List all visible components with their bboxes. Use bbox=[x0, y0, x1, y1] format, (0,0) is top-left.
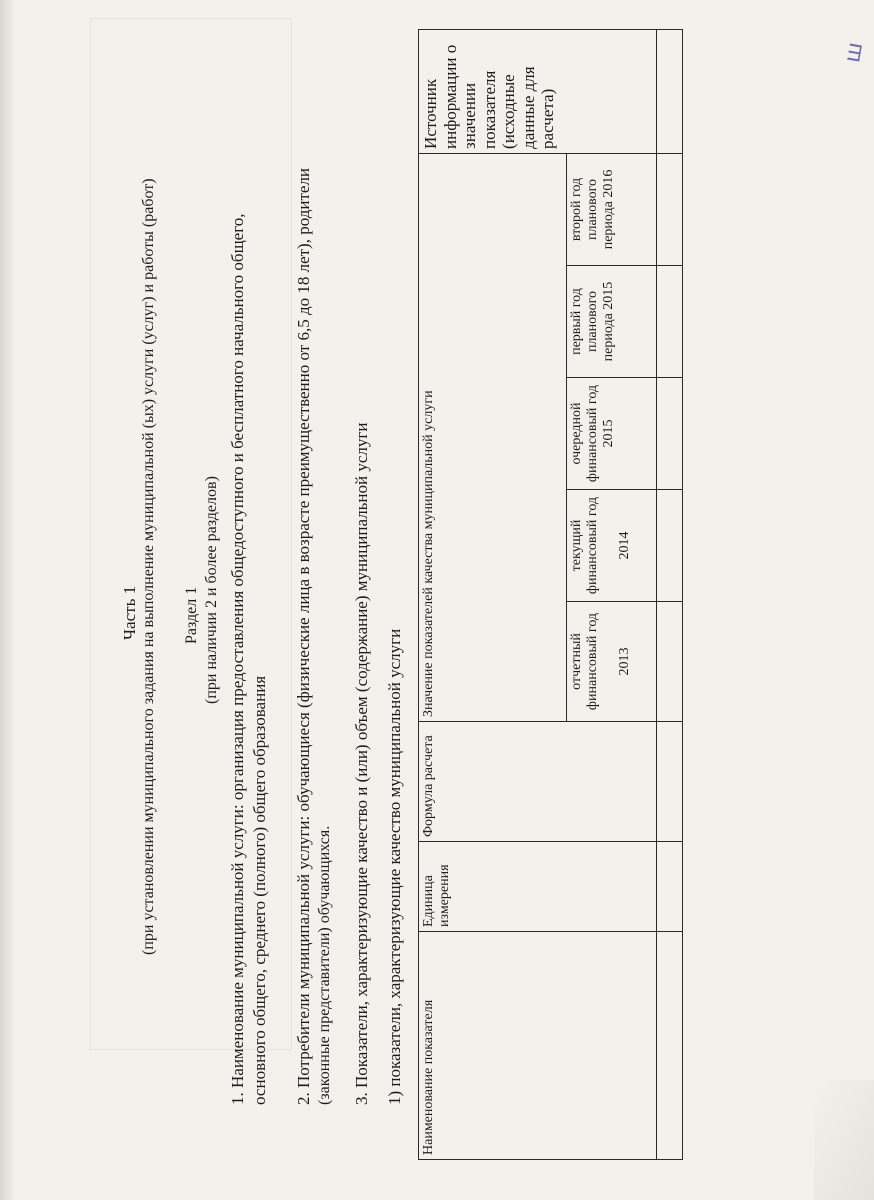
service-name-line1: 1. Наименование муниципальной услуги: организация предоставления общедоступного и бесплатного начального общего, bbox=[228, 213, 247, 1105]
subheader-reported-value: 2013 bbox=[617, 647, 633, 676]
header-unit: Единица измерения bbox=[419, 842, 657, 932]
table-cell bbox=[657, 932, 683, 1160]
quality-indicators-table bbox=[418, 29, 683, 1160]
subheader-next-year: очередной финансовый год 2015 bbox=[567, 378, 657, 490]
service-name-line2: основного общего, среднего (полного) общего образования bbox=[250, 675, 269, 1105]
subheader-current-label: текущий финансовый год bbox=[569, 496, 601, 595]
subheader-plan-year2: второй год планового периода 2016 bbox=[567, 153, 657, 265]
consumers-line2: (законные представители) обучающихся. bbox=[316, 825, 333, 1105]
subheader-current-value: 2014 bbox=[617, 531, 633, 560]
subheader-reported-label: отчетный финансовый год bbox=[569, 612, 601, 711]
subheader-plan-year1: первый год планового периода 2015 bbox=[567, 266, 657, 378]
indicators-heading: 3. Показатели, характеризующие качество и (или) объем (содержание) муниципальной услуги bbox=[352, 422, 371, 1105]
table-cell bbox=[657, 842, 683, 932]
header-source: Источник информации о значении показателя (исходные данные для расчета) bbox=[419, 29, 657, 153]
part-heading: Часть 1 bbox=[120, 585, 139, 640]
table-cell bbox=[657, 722, 683, 842]
table-cell bbox=[657, 602, 683, 722]
header-quality-values: Значение показателей качества муниципальной услуги bbox=[419, 153, 567, 721]
table-cell bbox=[657, 153, 683, 265]
table-cell bbox=[657, 490, 683, 602]
part-subtitle: (при установлении муниципального задания на выполнение муниципальной (ых) услуги (услуг) и работы (работ) bbox=[140, 178, 157, 955]
table-cell bbox=[657, 266, 683, 378]
table-cell bbox=[657, 29, 683, 153]
consumers-line1: 2. Потребители муниципальной услуги: обучающиеся (физические лица в возрасте преимущественно от 6,5 до 18 лет), родители bbox=[294, 167, 313, 1105]
header-formula: Формула расчета bbox=[419, 722, 657, 842]
table-cell bbox=[657, 378, 683, 490]
section-heading: Раздел 1 bbox=[183, 586, 200, 644]
handwritten-mark: ш bbox=[839, 40, 868, 65]
section-note: (при наличии 2 и более разделов) bbox=[203, 476, 220, 704]
subheader-reported-year bbox=[567, 602, 657, 722]
subheader-current-year bbox=[567, 490, 657, 602]
header-indicator-name: Наименование показателя bbox=[419, 932, 657, 1160]
quality-indicators-heading: 1) показатели, характеризующие качество муниципальной услуги bbox=[385, 628, 404, 1105]
